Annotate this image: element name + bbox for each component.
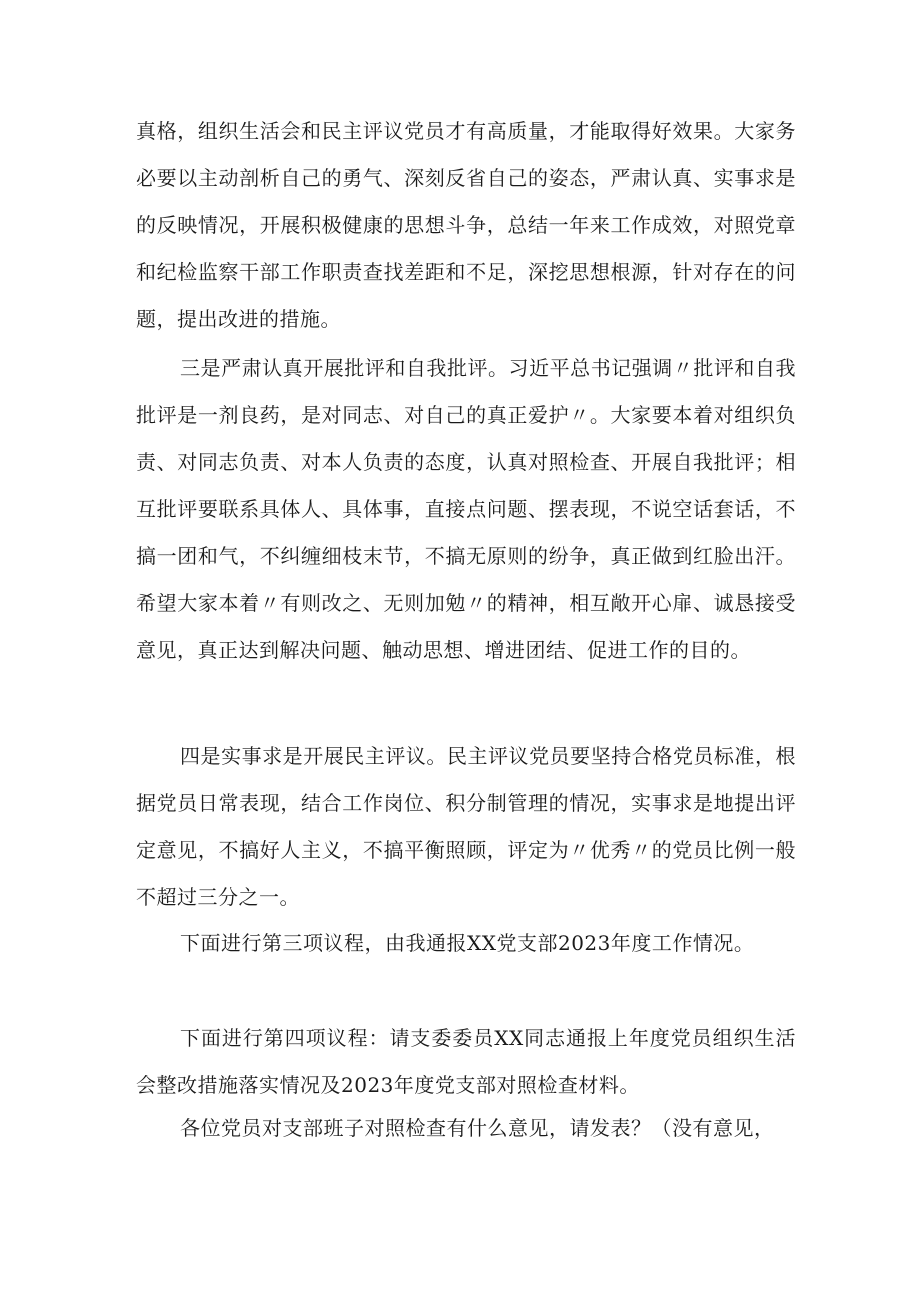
paragraph-opinions-request: 各位党员对支部班子对照检查有什么意见，请发表？（没有意见， <box>180 1116 775 1140</box>
paragraph-criticism: 三是严肃认真开展批评和自我批评。习近平总书记强调〃批评和自我批评是一剂良药，是对同志、对自己的真正爱护〃。大家要本着对组织负责、对同志负责、对本人负责的态度，认真对照检查、开展自我批评；相互批评要联系具体人、具体事，直接点问题、摆表现，不说空话套话，不搞一团和气，不纠缠细枝末节，不搞无原则的纷争，真正做到红脸出汗。希望大家本着〃有则改之、无则加勉〃的精神，相互敞开心扉、诚恳接受意见，真正达到解决问题、触动思想、增进团结、促进工作的目的。 <box>136 356 796 662</box>
paragraph-continuation: 真格，组织生活会和民主评议党员才有高质量，才能取得好效果。大家务必要以主动剖析自己的勇气、深刻反省自己的姿态，严肃认真、实事求是的反映情况，开展积极健康的思想斗争，总结一年来工作成效，对照党章和纪检监察干部工作职责查找差距和不足，深挖思想根源，针对存在的问题，提出改进的措施。 <box>136 119 796 331</box>
paragraph-democratic-evaluation: 四是实事求是开展民主评议。民主评议党员要坚持合格党员标准，根据党员日常表现，结合工作岗位、积分制管理的情况，实事求是地提出评定意见，不搞好人主义，不搞平衡照顾，评定为〃优秀〃的党员比例一般不超过三分之一。 <box>136 744 796 909</box>
paragraph-agenda-item-three: 下面进行第三项议程，由我通报XX党支部2023年度工作情况。 <box>180 931 755 955</box>
paragraph-agenda-item-four: 下面进行第四项议程：请支委委员XX同志通报上年度党员组织生活会整改措施落实情况及2023年度党支部对照检查材料。 <box>136 1026 796 1097</box>
